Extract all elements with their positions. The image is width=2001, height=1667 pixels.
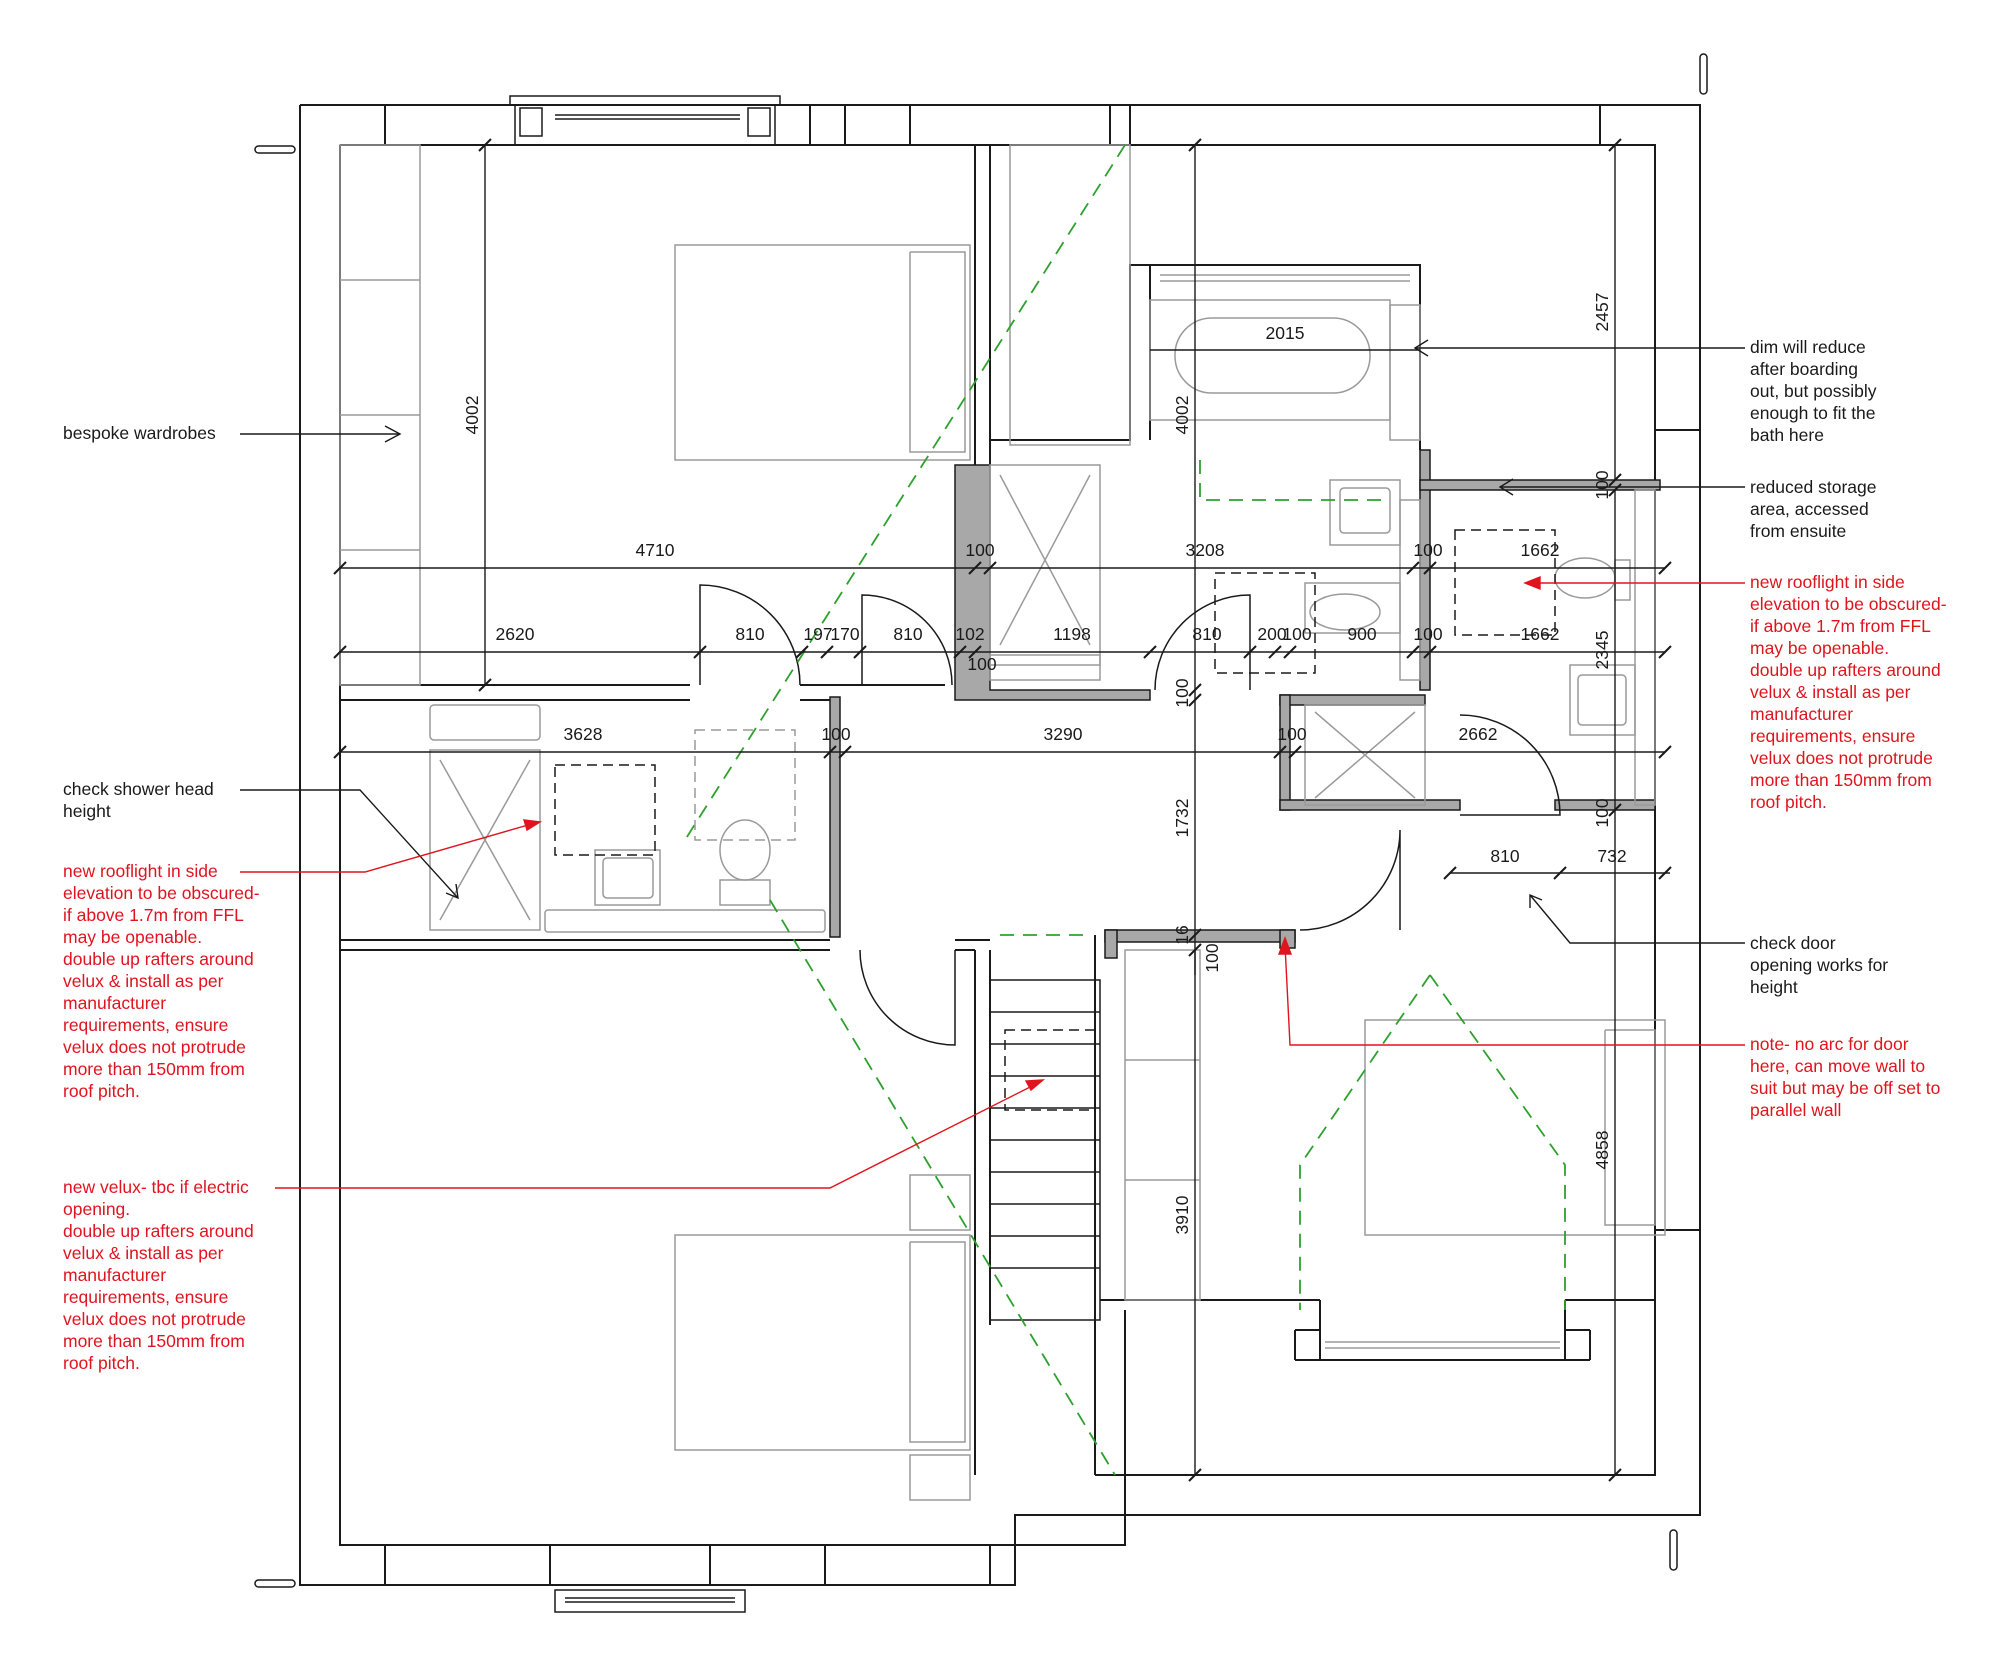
dim-102: 102	[955, 624, 985, 644]
dim-2345: 2345	[1592, 630, 1612, 670]
dim-732: 732	[1597, 846, 1627, 866]
wall-tie-markers	[255, 54, 1707, 1587]
note-rooflight-right: new rooflight in side elevation to be obscured- if above 1.7m from FFL may be openable. double up rafters around velux & install as per manufacturer requirements, ensure velux does not protrude more than 150mm from roof pitch.	[1750, 572, 1947, 812]
dim-2015: 2015	[1265, 323, 1305, 343]
note-rooflight-left: new rooflight in side elevation to be obscured- if above 1.7m from FFL may be openable. double up rafters around velux & install as per manufacturer requirements, ensure velux does not protrude more than 150mm from roof pitch.	[63, 861, 260, 1101]
stairs	[990, 980, 1100, 1320]
dim-1662-a: 1662	[1520, 540, 1560, 560]
dim-2457: 2457	[1592, 292, 1612, 332]
note-dim-will-reduce: dim will reduce after boarding out, but possibly enough to fit the bath here	[1750, 337, 1877, 445]
dim-4710: 4710	[635, 540, 675, 560]
outer-walls	[300, 105, 1700, 1585]
note-bespoke-wardrobes: bespoke wardrobes	[63, 423, 216, 443]
dimension-texts	[462, 293, 1627, 1235]
dim-100-k: 100	[1172, 678, 1192, 708]
dim-170: 170	[830, 624, 860, 644]
dim-100-h: 100	[1592, 470, 1612, 500]
bed-lower-left	[675, 1235, 970, 1450]
bottom-window	[555, 1590, 745, 1612]
dimension-lines	[334, 139, 1671, 1481]
dim-16: 16	[1172, 925, 1192, 945]
dim-100-c: 100	[967, 654, 997, 674]
dim-4858: 4858	[1592, 1130, 1612, 1170]
dim-100-g: 100	[1277, 724, 1307, 744]
dim-4002-b: 4002	[1172, 395, 1192, 435]
dim-197: 197	[803, 624, 833, 644]
dim-4002-a: 4002	[462, 395, 482, 435]
dim-100-d: 100	[1282, 624, 1312, 644]
note-reduced-storage: reduced storage area, accessed from ensuite	[1750, 477, 1877, 541]
dim-100-j: 100	[1202, 943, 1222, 973]
dim-3208: 3208	[1185, 540, 1225, 560]
dim-100-e: 100	[1413, 624, 1443, 644]
partition-walls	[830, 450, 1660, 958]
dim-1732: 1732	[1172, 798, 1192, 838]
dim-1662-b: 1662	[1520, 624, 1560, 644]
dim-2662: 2662	[1458, 724, 1498, 744]
dim-3290: 3290	[1043, 724, 1083, 744]
dim-810-c: 810	[1192, 624, 1222, 644]
dim-100-f: 100	[821, 724, 851, 744]
note-no-arc-door: note- no arc for door here, can move wall to suit but may be off set to parallel wall	[1750, 1034, 1941, 1120]
bed-lower-right	[1365, 1020, 1665, 1235]
note-check-door: check door opening works for height	[1750, 933, 1889, 997]
dim-100-a: 100	[965, 540, 995, 560]
dim-810-b: 810	[893, 624, 923, 644]
dim-900: 900	[1347, 624, 1377, 644]
note-velux-left: new velux- tbc if electric opening. double up rafters around velux & install as per manufacturer requirements, ensure velux does not protrude more than 150mm from roof pitch.	[63, 1177, 254, 1373]
dim-3628: 3628	[563, 724, 603, 744]
top-window	[510, 96, 780, 145]
rooflight-frames	[555, 530, 1555, 1110]
dim-3910: 3910	[1172, 1195, 1192, 1235]
dim-100-i: 100	[1592, 798, 1612, 828]
note-check-shower-head: check shower head height	[63, 779, 214, 821]
dim-810-a: 810	[735, 624, 765, 644]
dim-2620: 2620	[495, 624, 535, 644]
dim-100-b: 100	[1413, 540, 1443, 560]
dim-200: 200	[1257, 624, 1287, 644]
dim-1198: 1198	[1053, 624, 1091, 644]
dim-810-d: 810	[1490, 846, 1520, 866]
bed-top-left	[675, 245, 970, 460]
